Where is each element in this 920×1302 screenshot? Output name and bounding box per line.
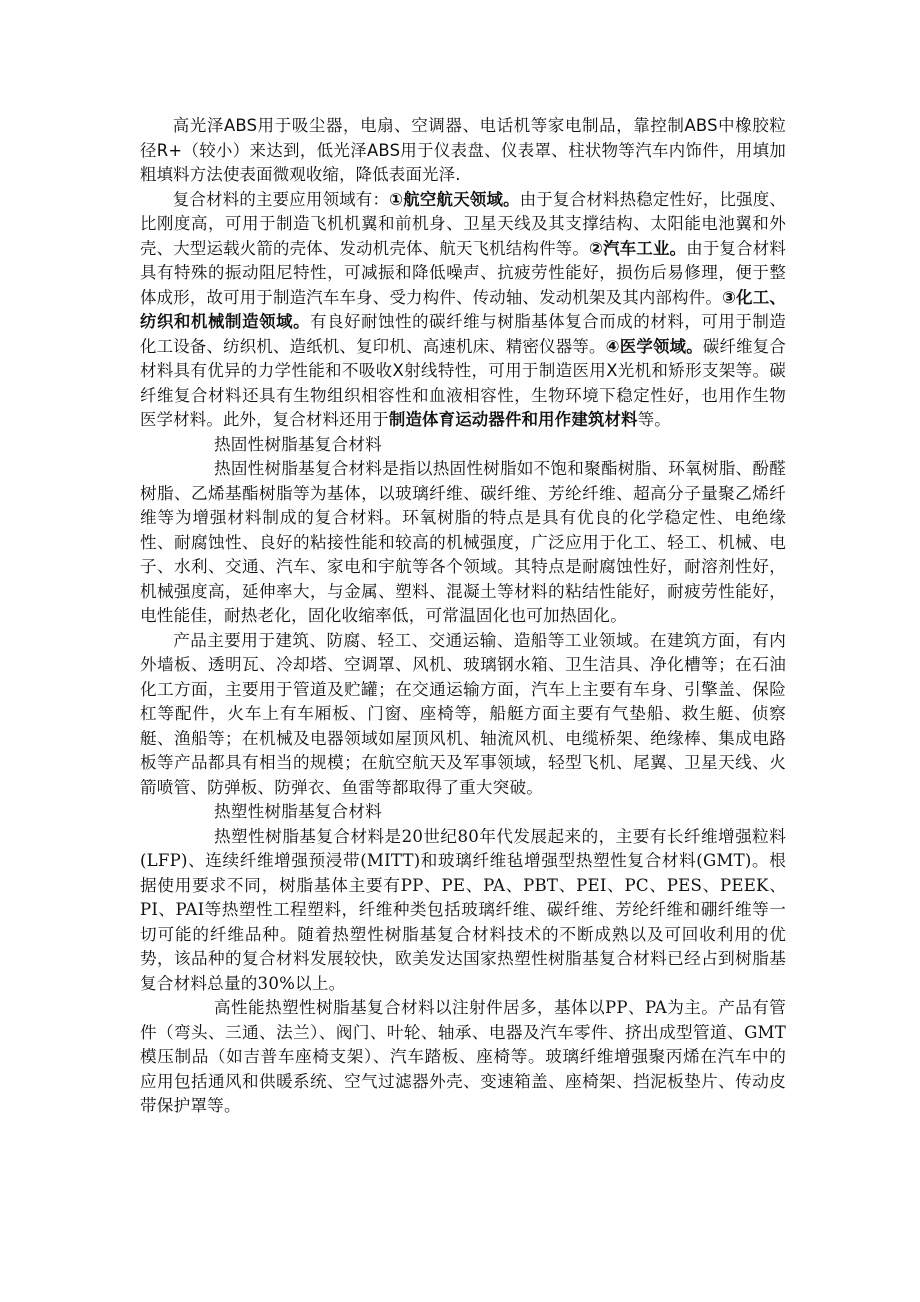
heading-thermoplastic: 热塑性树脂基复合材料 bbox=[214, 802, 382, 821]
paragraph-thermoplastic: 热塑性树脂基复合材料是20世纪80年代发展起来的，主要有长纤维增强粒料(LFP)、连续纤维增强预浸带(MITT)和玻璃纤维毡增强型热塑性复合材料(GMT)。根据使用要求不同，树脂基体主要有PP、PE、PA、PBT、PEI、PC、PES、PEEK、PI、PAI等热塑性工程塑料，纤维种类包括玻璃纤维、碳纤维、芳纶纤维和硼纤维等一切可能的纤维品种。随着热塑性树脂基复合材料技术的不断成熟以及可回收利用的优势，该品种的复合材料发展较快，欧美发达国家热塑性树脂基复合材料已经占到树脂基复合材料总量的30%以上。 bbox=[140, 826, 786, 993]
domain-automotive: ②汽车工业。 bbox=[589, 238, 687, 258]
automotive-text: 由于复合材料具有特殊的振动阻尼特性，可减振和降低噪声、抗疲劳性能好，损伤后易修理，便于整体成形，故可用于制造汽车车身、受力构件、传动轴、发动机架及其内部构件。 bbox=[140, 238, 787, 307]
heading-thermoset: 热固性树脂基复合材料 bbox=[214, 434, 382, 454]
aerospace-text: 由于复合材料热稳定性好，比强度、比刚度高，可用于制造飞机机翼和前机身、卫星天线及其支撑结构、太阳能电池翼和外壳、大型运载火箭的壳体、发动机壳体、航天飞机结构件等。 bbox=[140, 189, 786, 258]
domain-sports-construction: 制造体育运动器件和用作建筑材料 bbox=[388, 410, 638, 429]
domain-medical: ④医学领域。 bbox=[605, 336, 703, 356]
paragraph-thermoset-products: 产品主要用于建筑、防腐、轻工、交通运输、造船等工业领域。在建筑方面，有内外墙板、透明瓦、冷却塔、空调罩、风机、玻璃钢水箱、卫生洁具、净化槽等；在石油化工方面，主要用于管道及贮罐；在交通运输方面，汽车上主要有车身、引擎盖、保险杠等配件，火车上有车厢板、门窗、座椅等，船艇方面主要有气垫船、救生艇、侦察艇、渔船等；在机械及电器领域如屋顶风机、轴流风机、电缆桥架、绝缘棒、集成电路板等产品都具有相当的规模；在航空航天及军事领域，轻型飞机、尾翼、卫星天线、火箭喷管、防弹板、防弹衣、鱼雷等都取得了重大突破。 bbox=[140, 630, 786, 797]
applications-end: 等。 bbox=[637, 410, 671, 429]
paragraph-abs: 高光泽ABS用于吸尘器，电扇、空调器、电话机等家电制品，靠控制ABS中橡胶粒径R+（较小）来达到，低光泽ABS用于仪表盘、仪表罩、柱状物等汽车内饰件，用填加粗填料方法使表面微观收缩，降低表面光泽. bbox=[140, 116, 786, 184]
domain-chemical-textile: ③化工、纺织和机械制造领域。 bbox=[140, 287, 786, 331]
medical-text: 碳纤维复合材料具有优异的力学性能和不吸收X射线特性，可用于制造医用X光机和矫形支架等。碳纤维复合材料还具有生物组织相容性和血液相容性，生物环境下稳定性好，也用作生物医学材料。此外，复合材料还用于 bbox=[140, 336, 786, 429]
chemical-text: 有良好耐蚀性的碳纤维与树脂基体复合而成的材料，可用于制造化工设备、纺织机、造纸机、复印机、高速机床、精密仪器等。 bbox=[140, 312, 786, 356]
paragraph-high-performance: 高性能热塑性树脂基复合材料以注射件居多，基体以PP、PA为主。产品有管件（弯头、三通、法兰）、阀门、叶轮、轴承、电器及汽车零件、挤出成型管道、GMT模压制品（如吉普车座椅支架）、汽车踏板、座椅等。玻璃纤维增强聚丙烯在汽车中的应用包括通风和供暖系统、空气过滤器外壳、变速箱盖、座椅架、挡泥板垫片、传动皮带保护罩等。 bbox=[140, 998, 786, 1115]
paragraph-composite-applications bbox=[140, 188, 786, 433]
domain-aerospace: ①航空航天领域。 bbox=[389, 189, 520, 209]
applications-intro: 复合材料的主要应用领域有： bbox=[172, 189, 390, 209]
paragraph-thermoset: 热固性树脂基复合材料是指以热固性树脂如不饱和聚酯树脂、环氧树脂、酚醛树脂、乙烯基酯树脂等为基体，以玻璃纤维、碳纤维、芳纶纤维、超高分子量聚乙烯纤维等为增强材料制成的复合材料。环氧树脂的特点是具有优良的化学稳定性、电绝缘性、耐腐蚀性、良好的粘接性能和较高的机械强度，广泛应用于化工、轻工、机械、电子、水利、交通、汽车、家电和宇航等各个领域。其特点是耐腐蚀性好，耐溶剂性好，机械强度高，延伸率大，与金属、塑料、混凝土等材料的粘结性能好，耐疲劳性能好，电性能佳，耐热老化，固化收缩率低，可常温固化也可加热固化。 bbox=[140, 459, 786, 625]
document-body bbox=[140, 114, 786, 1119]
